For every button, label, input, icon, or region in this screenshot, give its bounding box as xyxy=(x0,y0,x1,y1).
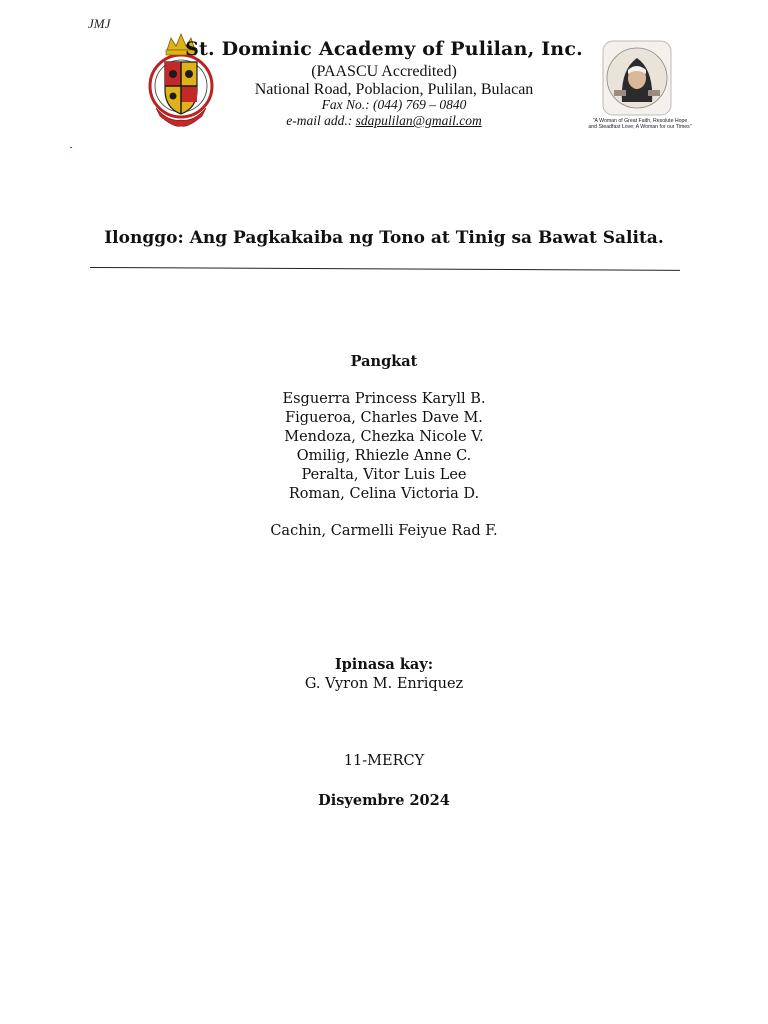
title-divider xyxy=(90,267,680,271)
email-link[interactable]: sdapulilan@gmail.com xyxy=(355,113,482,128)
member-name: Omilig, Rhiezle Anne C. xyxy=(296,448,472,464)
seal-motto xyxy=(584,118,696,130)
motto-line-2: and Steadfast Love; A Woman for our Times" xyxy=(588,124,692,131)
email-line xyxy=(150,113,618,129)
school-address: National Road, Poblacion, Pulilan, Bulacan xyxy=(254,81,534,98)
submission-date: Disyembre 2024 xyxy=(318,792,450,809)
email-label: e-mail add.: xyxy=(286,113,353,128)
section-name: 11-MERCY xyxy=(343,753,425,769)
member-name: Peralta, Vitor Luis Lee xyxy=(301,467,467,483)
accreditation: (PAASCU Accredited) xyxy=(311,63,457,80)
member-name: Mendoza, Chezka Nicole V. xyxy=(284,429,484,445)
school-name: St. Dominic Academy of Pulilan, Inc. xyxy=(185,38,583,60)
document-title: Ilonggo: Ang Pagkakaiba ng Tono at Tinig sa Bawat Salita. xyxy=(104,228,664,248)
teacher-name: G. Vyron M. Enriquez xyxy=(304,676,464,692)
jmj-mark: JMJ xyxy=(88,16,111,31)
extra-member-name: Cachin, Carmelli Feiyue Rad F. xyxy=(270,523,498,539)
group-heading: Pangkat xyxy=(350,353,418,370)
stray-mark xyxy=(70,147,72,148)
member-name: Esguerra Princess Karyll B. xyxy=(282,391,486,407)
motto-line-1: "A Woman of Great Faith, Resolute Hope xyxy=(592,118,688,124)
member-name: Figueroa, Charles Dave M. xyxy=(285,410,483,426)
submitted-to-label: Ipinasa kay: xyxy=(334,656,434,673)
fax-number: Fax No.: (044) 769 – 0840 xyxy=(321,97,467,112)
member-name: Roman, Celina Victoria D. xyxy=(288,486,480,502)
